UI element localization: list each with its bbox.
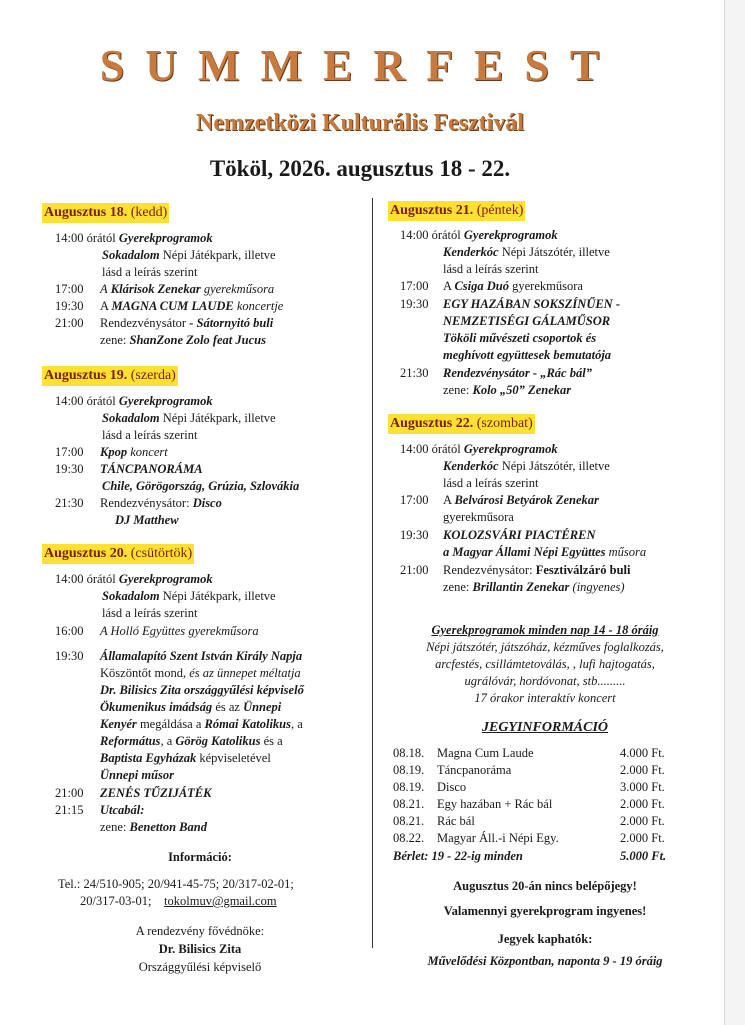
ticket-note: Jegyek kaphatók:	[497, 932, 593, 946]
ticket-date: 08.19.	[393, 763, 425, 777]
schedule-row: Református, a Görög Katolikus és a	[100, 734, 283, 748]
ticket-date: 08.18.	[393, 746, 425, 760]
schedule-row: lásd a leírás szerint	[443, 476, 539, 490]
day-header-aug20: Augusztus 20. (csütörtök)	[42, 544, 194, 564]
schedule-row: 17:00	[400, 493, 429, 507]
season-pass-price: 5.000 Ft.	[620, 849, 667, 863]
schedule-row: NEMZETISÉGI GÁLAMŰSOR	[443, 314, 611, 328]
schedule-row: 16:00	[55, 624, 84, 638]
place-date: Tököl, 2026. augusztus 18 - 22.	[209, 156, 511, 181]
season-pass-label: Bérlet: 19 - 22-ig minden	[393, 849, 523, 863]
schedule-row: 21:30	[55, 496, 84, 510]
schedule-row: zene: ShanZone Zolo feat Jucus	[100, 333, 266, 347]
kids-programs-line: Népi játszótér, játszóház, kézműves foglalkozás,	[426, 640, 664, 654]
ticket-name: Rác bál	[437, 814, 475, 828]
patron-line-1: A rendezvény fővédnöke:	[135, 924, 265, 938]
schedule-row: Kenderkóc Népi Játszótér, illetve	[443, 459, 610, 473]
schedule-row: Rendezvénysátor - „Rác bál”	[443, 366, 592, 380]
ticket-price: 3.000 Ft.	[620, 780, 665, 794]
schedule-row: a Magyar Állami Népi Együttes műsora	[443, 545, 647, 559]
schedule-row: Rendezvénysátor: Fesztiválzáró buli	[443, 563, 631, 577]
schedule-row: Kenyér megáldása a Római Katolikus, a	[100, 717, 303, 731]
schedule-row: EGY HAZÁBAN SOKSZÍNŰEN -	[443, 297, 620, 311]
schedule-row: Államalapító Szent István Király Napja	[100, 649, 303, 663]
ticket-date: 08.21.	[393, 814, 425, 828]
schedule-row: A MAGNA CUM LAUDE koncertje	[100, 299, 284, 313]
schedule-row: Köszöntőt mond, és az ünnepet méltatja	[100, 666, 301, 680]
page-edge	[724, 0, 745, 1025]
info-phone-1: Tel.: 24/510-905; 20/941-45-75; 20/317-02-01;	[58, 877, 294, 891]
kids-programs-line: ugrálóvár, hordóvonat, stb.........	[464, 674, 626, 688]
ticket-note: Valamennyi gyerekprogram ingyenes!	[443, 904, 647, 918]
kids-programs-line: 17 órakor interaktív koncert	[474, 691, 616, 705]
column-divider	[372, 198, 373, 948]
day-header-aug22: Augusztus 22. (szombat)	[388, 414, 535, 434]
festival-title: SUMMERFEST	[99, 41, 621, 90]
schedule-row: ZENÉS TŰZIJÁTÉK	[100, 786, 212, 800]
schedule-row: Dr. Bilisics Zita országgyűlési képviselő	[100, 683, 304, 697]
patron-name: Dr. Bilisics Zita	[158, 942, 242, 956]
email-link[interactable]: tokolmuv@gmail.com	[164, 894, 277, 908]
ticket-name: Táncpanoráma	[437, 763, 512, 777]
schedule-row: zene: Benetton Band	[100, 820, 207, 834]
ticket-price: 2.000 Ft.	[620, 797, 665, 811]
schedule-row: 14:00 órától Gyerekprogramok	[55, 572, 213, 586]
schedule-row: zene: Kolo „50” Zenekar	[443, 383, 572, 397]
schedule-row: 19:30	[55, 462, 84, 476]
schedule-row: A Klárisok Zenekar gyerekműsora	[100, 282, 275, 296]
festival-subtitle: Nemzetközi Kulturális Fesztivál	[196, 110, 524, 136]
schedule-row: DJ Matthew	[115, 513, 179, 527]
schedule-row: 14:00 órától Gyerekprogramok	[55, 231, 213, 245]
ticket-price: 4.000 Ft.	[620, 746, 665, 760]
ticket-date: 08.21.	[393, 797, 425, 811]
schedule-row: Utcabál:	[100, 803, 145, 817]
day-header-aug19: Augusztus 19. (szerda)	[42, 366, 178, 386]
schedule-row: Sokadalom Népi Játékpark, illetve	[102, 589, 276, 603]
schedule-row: 19:30	[400, 528, 429, 542]
schedule-row: Rendezvénysátor: Disco	[100, 496, 222, 510]
ticket-price: 2.000 Ft.	[620, 763, 665, 777]
schedule-row: Baptista Egyházak képviseletével	[100, 751, 271, 765]
info-heading: Információ:	[168, 850, 232, 864]
schedule-row: Rendezvénysátor - Sátornyitó buli	[100, 316, 274, 330]
schedule-row: Kenderkóc Népi Játszótér, illetve	[443, 245, 610, 259]
schedule-row: lásd a leírás szerint	[102, 265, 198, 279]
info-phone-2: 20/317-03-01; tokolmuv@gmail.com	[80, 894, 277, 908]
kids-programs-line: arcfestés, csillámtetoválás, , lufi hajtogatás,	[435, 657, 655, 671]
ticket-price: 2.000 Ft.	[620, 814, 665, 828]
schedule-row: A Holló Együttes gyerekműsora	[100, 624, 259, 638]
schedule-row: KOLOZSVÁRI PIACTÉREN	[443, 528, 596, 542]
schedule-row: 21:00	[55, 786, 84, 800]
schedule-row: 21:15	[55, 803, 84, 817]
schedule-row: A Csiga Duó gyerekműsora	[443, 279, 583, 293]
schedule-row: Ökumenikus imádság és az Ünnepi	[100, 700, 282, 714]
schedule-row: zene: Brillantin Zenekar (ingyenes)	[443, 580, 625, 594]
ticket-note: Augusztus 20-án nincs belépőjegy!	[453, 879, 637, 893]
day-header-aug18: Augusztus 18. (kedd)	[42, 203, 169, 223]
ticket-date: 08.22.	[393, 831, 425, 845]
schedule-row: 19:30	[55, 299, 84, 313]
kids-programs-heading: Gyerekprogramok minden nap 14 - 18 óráig	[431, 623, 659, 637]
schedule-row: 14:00 órától Gyerekprogramok	[55, 394, 213, 408]
schedule-row: 17:00	[400, 279, 429, 293]
ticket-price: 2.000 Ft.	[620, 831, 665, 845]
ticket-info-heading: JEGYINFORMÁCIÓ	[481, 720, 609, 735]
schedule-row: lásd a leírás szerint	[102, 606, 198, 620]
schedule-row: Tököli művészeti csoportok és	[443, 331, 597, 345]
ticket-name: Egy hazában + Rác bál	[437, 797, 553, 811]
schedule-row: 21:00	[55, 316, 84, 330]
schedule-row: 17:00	[55, 445, 84, 459]
day-header-aug21: Augusztus 21. (péntek)	[388, 201, 525, 221]
ticket-name: Magna Cum Laude	[437, 746, 534, 760]
ticket-date: 08.19.	[393, 780, 425, 794]
schedule-row: A Belvárosi Betyárok Zenekar	[443, 493, 599, 507]
schedule-row: 14:00 órától Gyerekprogramok	[400, 228, 558, 242]
schedule-row: meghívott együttesek bemutatója	[443, 348, 612, 362]
patron-title: Országgyűlési képviselő	[138, 960, 262, 974]
schedule-row: Ünnepi műsor	[100, 768, 174, 782]
schedule-row: 14:00 órától Gyerekprogramok	[400, 442, 558, 456]
schedule-row: lásd a leírás szerint	[102, 428, 198, 442]
schedule-row: Sokadalom Népi Játékpark, illetve	[102, 248, 276, 262]
schedule-row: Chile, Görögország, Grúzia, Szlovákia	[102, 479, 300, 493]
schedule-row: Kpop koncert	[100, 445, 168, 459]
schedule-row: 21:00	[400, 563, 429, 577]
schedule-row: Sokadalom Népi Játékpark, illetve	[102, 411, 276, 425]
ticket-note: Művelődési Központban, naponta 9 - 19 óráig	[427, 954, 663, 968]
schedule-row: 19:30	[55, 649, 84, 663]
ticket-name: Magyar Áll.-i Népi Egy.	[437, 831, 559, 845]
schedule-row: TÁNCPANORÁMA	[100, 462, 203, 476]
schedule-row: lásd a leírás szerint	[443, 262, 539, 276]
schedule-row: gyerekműsora	[443, 510, 514, 524]
schedule-row: 21:30	[400, 366, 429, 380]
schedule-row: 17:00	[55, 282, 84, 296]
schedule-row: 19:30	[400, 297, 429, 311]
ticket-name: Disco	[437, 780, 467, 794]
